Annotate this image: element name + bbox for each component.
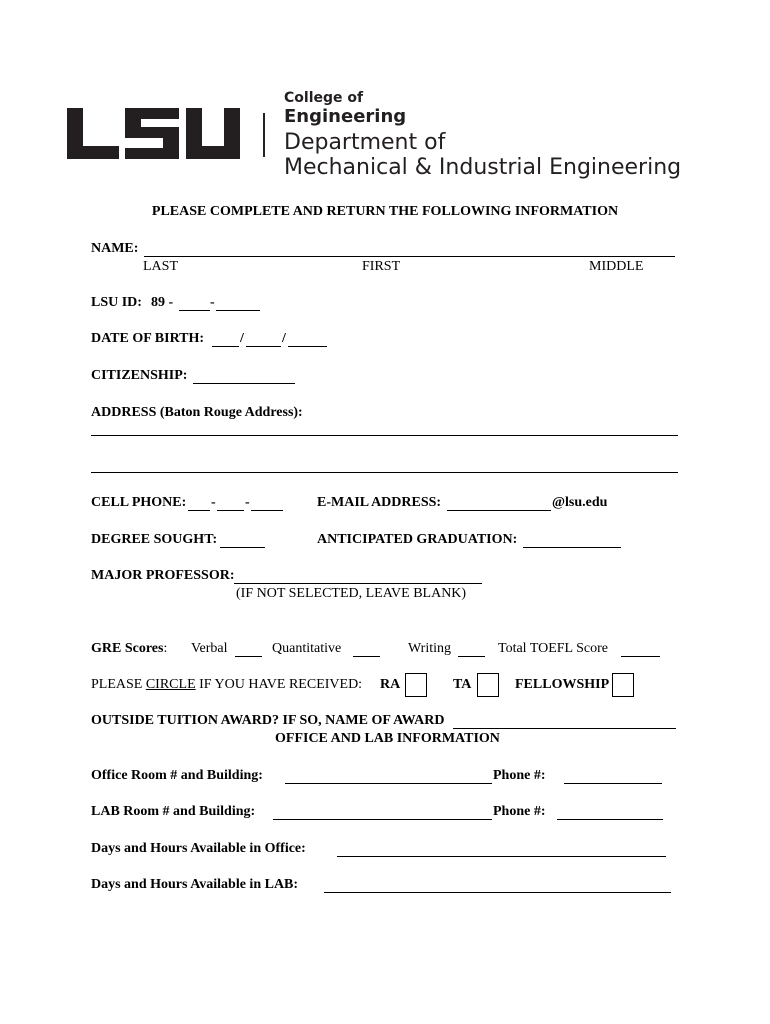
lab-room-label: LAB Room # and Building: — [91, 804, 256, 819]
logo-department-name: Mechanical & Industrial Engineering — [284, 155, 682, 180]
ta-label: TA — [453, 677, 472, 692]
degree-label: DEGREE SOUGHT: — [91, 532, 218, 547]
logo-engineering: Engineering — [284, 106, 407, 127]
lab-phone-field[interactable] — [557, 819, 663, 820]
gre-quant-label: Quantitative — [272, 641, 342, 656]
graduation-field[interactable] — [523, 547, 621, 548]
dob-year-field[interactable] — [288, 346, 327, 347]
office-hours-label: Days and Hours Available in Office: — [91, 841, 306, 856]
address-label: ADDRESS (Baton Rouge Address): — [91, 405, 303, 420]
degree-field[interactable] — [220, 547, 265, 548]
lab-hours-label: Days and Hours Available in LAB: — [91, 877, 299, 892]
dob-label: DATE OF BIRTH: — [91, 331, 205, 346]
cell-phone-area-field[interactable] — [188, 510, 210, 511]
lsu-id-sep: - — [210, 295, 215, 310]
outside-award-label: OUTSIDE TUITION AWARD? IF SO, NAME OF AWARD — [91, 713, 445, 728]
name-first-caption: FIRST — [362, 259, 401, 274]
dob-sep-2: / — [282, 331, 286, 346]
citizenship-field[interactable] — [193, 383, 295, 384]
major-professor-field[interactable] — [234, 583, 482, 584]
lsu-id-field-2[interactable] — [216, 310, 260, 311]
toefl-label: Total TOEFL Score — [498, 641, 608, 656]
gre-quant-field[interactable] — [353, 656, 380, 657]
office-phone-field[interactable] — [564, 783, 662, 784]
ra-checkbox[interactable] — [405, 673, 427, 697]
graduation-label: ANTICIPATED GRADUATION: — [317, 532, 518, 547]
cell-phone-line-field[interactable] — [251, 510, 283, 511]
gre-row — [91, 641, 167, 657]
name-last-caption: LAST — [143, 259, 178, 274]
major-professor-label: MAJOR PROFESSOR: — [91, 568, 235, 583]
email-field[interactable] — [447, 510, 551, 511]
gre-label: GRE Scores — [91, 641, 164, 656]
gre-verbal-field[interactable] — [235, 656, 262, 657]
cell-phone-prefix-field[interactable] — [217, 510, 244, 511]
gre-writing-label: Writing — [408, 641, 451, 656]
dob-month-field[interactable] — [212, 346, 239, 347]
lab-phone-label: Phone #: — [493, 804, 546, 819]
gre-writing-field[interactable] — [458, 656, 485, 657]
office-phone-label: Phone #: — [493, 768, 546, 783]
logo-college-of: College of — [284, 90, 364, 106]
email-domain: @lsu.edu — [552, 495, 608, 510]
gre-verbal-label: Verbal — [191, 641, 228, 656]
lsu-id-label: LSU ID: — [91, 295, 142, 310]
received-prompt — [91, 677, 362, 693]
office-room-label: Office Room # and Building: — [91, 768, 263, 783]
ta-checkbox[interactable] — [477, 673, 499, 697]
office-lab-heading: OFFICE AND LAB INFORMATION — [275, 731, 500, 746]
outside-award-field[interactable] — [453, 728, 676, 729]
toefl-field[interactable] — [621, 656, 660, 657]
office-room-field[interactable] — [285, 783, 492, 784]
cell-phone-label: CELL PHONE: — [91, 495, 187, 510]
address-line-2[interactable] — [91, 472, 678, 473]
name-field[interactable] — [144, 256, 675, 257]
address-line-1[interactable] — [91, 435, 678, 436]
lab-hours-field[interactable] — [324, 892, 671, 893]
lsu-id-field-1[interactable] — [179, 310, 210, 311]
fellowship-checkbox[interactable] — [612, 673, 634, 697]
dob-sep-1: / — [240, 331, 244, 346]
name-label: NAME: — [91, 241, 139, 256]
fellowship-label: FELLOWSHIP — [515, 677, 610, 692]
cell-phone-sep-2: - — [245, 495, 250, 510]
lsu-logo — [67, 108, 242, 160]
logo-department-of: Department of — [284, 130, 446, 155]
form-heading: PLEASE COMPLETE AND RETURN THE FOLLOWING INFORMATION — [151, 204, 619, 219]
name-middle-caption: MIDDLE — [589, 259, 644, 274]
ra-label: RA — [380, 677, 401, 692]
office-hours-field[interactable] — [337, 856, 666, 857]
dob-day-field[interactable] — [246, 346, 281, 347]
email-label: E-MAIL ADDRESS: — [317, 495, 442, 510]
received-suffix: IF YOU HAVE RECEIVED: — [199, 677, 363, 692]
received-circle: CIRCLE — [145, 677, 196, 692]
lsu-id-prefix: 89 - — [151, 295, 174, 310]
gre-colon: : — [163, 641, 168, 656]
cell-phone-sep-1: - — [211, 495, 216, 510]
citizenship-label: CITIZENSHIP: — [91, 368, 188, 383]
received-prefix: PLEASE — [91, 677, 143, 692]
logo-divider — [263, 113, 265, 157]
major-professor-note: (IF NOT SELECTED, LEAVE BLANK) — [236, 586, 467, 601]
lab-room-field[interactable] — [273, 819, 492, 820]
